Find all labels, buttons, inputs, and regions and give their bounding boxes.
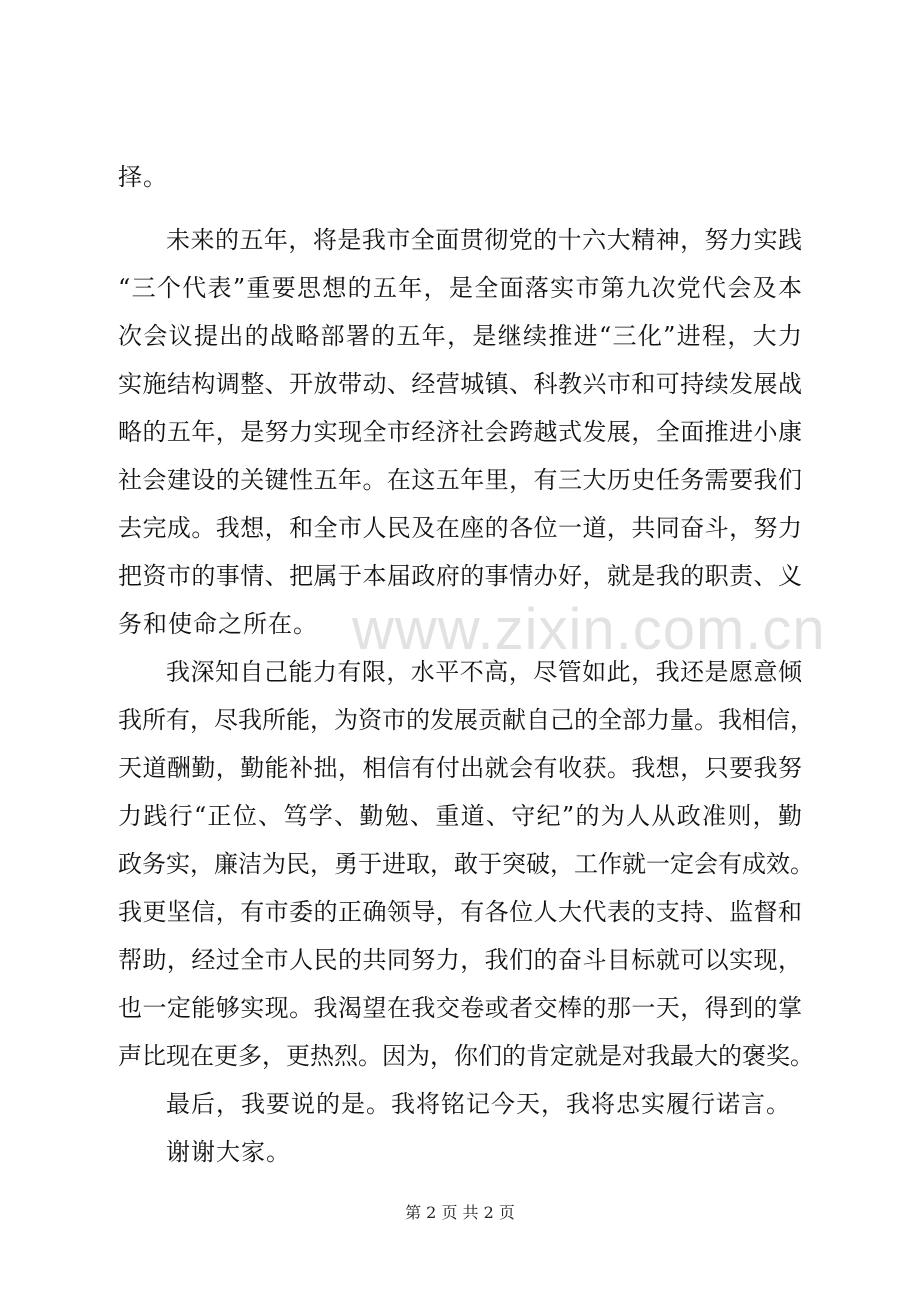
text-line: 我更坚信，有市委的正确领导，有各位人大代表的支持、监督和 <box>118 898 802 926</box>
paragraph-first-line: 未来的五年，将是我市全面贯彻党的十六大精神，努力实践 <box>166 226 802 254</box>
watermark-text: www.zixin.com.cn <box>352 597 826 662</box>
text-line: “三个代表”重要思想的五年，是全面落实市第九次党代会及本 <box>118 274 802 302</box>
text-line: 声比现在更多，更热烈。因为，你们的肯定就是对我最大的褒奖。 <box>118 1042 814 1070</box>
text-line: 天道酬勤，勤能补拙，相信有付出就会有收获。我想，只要我努 <box>118 754 802 782</box>
text-line: 次会议提出的战略部署的五年，是继续推进“三化”进程，大力 <box>118 322 802 350</box>
text-line: 实施结构调整、开放带动、经营城镇、科教兴市和可持续发展战 <box>118 370 802 398</box>
text-line: 我所有，尽我所能，为资市的发展贡献自己的全部力量。我相信， <box>118 706 814 734</box>
text-line: 略的五年，是努力实现全市经济社会跨越式发展，全面推进小康 <box>118 418 802 446</box>
text-line: 帮助，经过全市人民的共同努力，我们的奋斗目标就可以实现， <box>118 946 802 974</box>
text-line: 政务实，廉洁为民，勇于进取，敢于突破，工作就一定会有成效。 <box>118 850 814 878</box>
text-line: 择。 <box>118 163 168 191</box>
text-line: 也一定能够实现。我渴望在我交卷或者交棒的那一天，得到的掌 <box>118 994 802 1022</box>
page-footer: 第 2 页 共 2 页 <box>405 1203 515 1222</box>
text-line: 社会建设的关键性五年。在这五年里，有三大历史任务需要我们 <box>118 466 802 494</box>
closing-line: 谢谢大家。 <box>166 1138 291 1166</box>
paragraph-first-line: 最后，我要说的是。我将铭记今天，我将忠实履行诺言。 <box>166 1090 791 1118</box>
text-line: 务和使命之所在。 <box>118 610 318 638</box>
text-line: 把资市的事情、把属于本届政府的事情办好，就是我的职责、义 <box>118 562 802 590</box>
paragraph-first-line: 我深知自己能力有限，水平不高，尽管如此，我还是愿意倾 <box>166 658 802 686</box>
text-line: 去完成。我想，和全市人民及在座的各位一道，共同奋斗，努力 <box>118 514 802 542</box>
text-line: 力践行“正位、笃学、勤勉、重道、守纪”的为人从政准则，勤 <box>118 802 802 830</box>
